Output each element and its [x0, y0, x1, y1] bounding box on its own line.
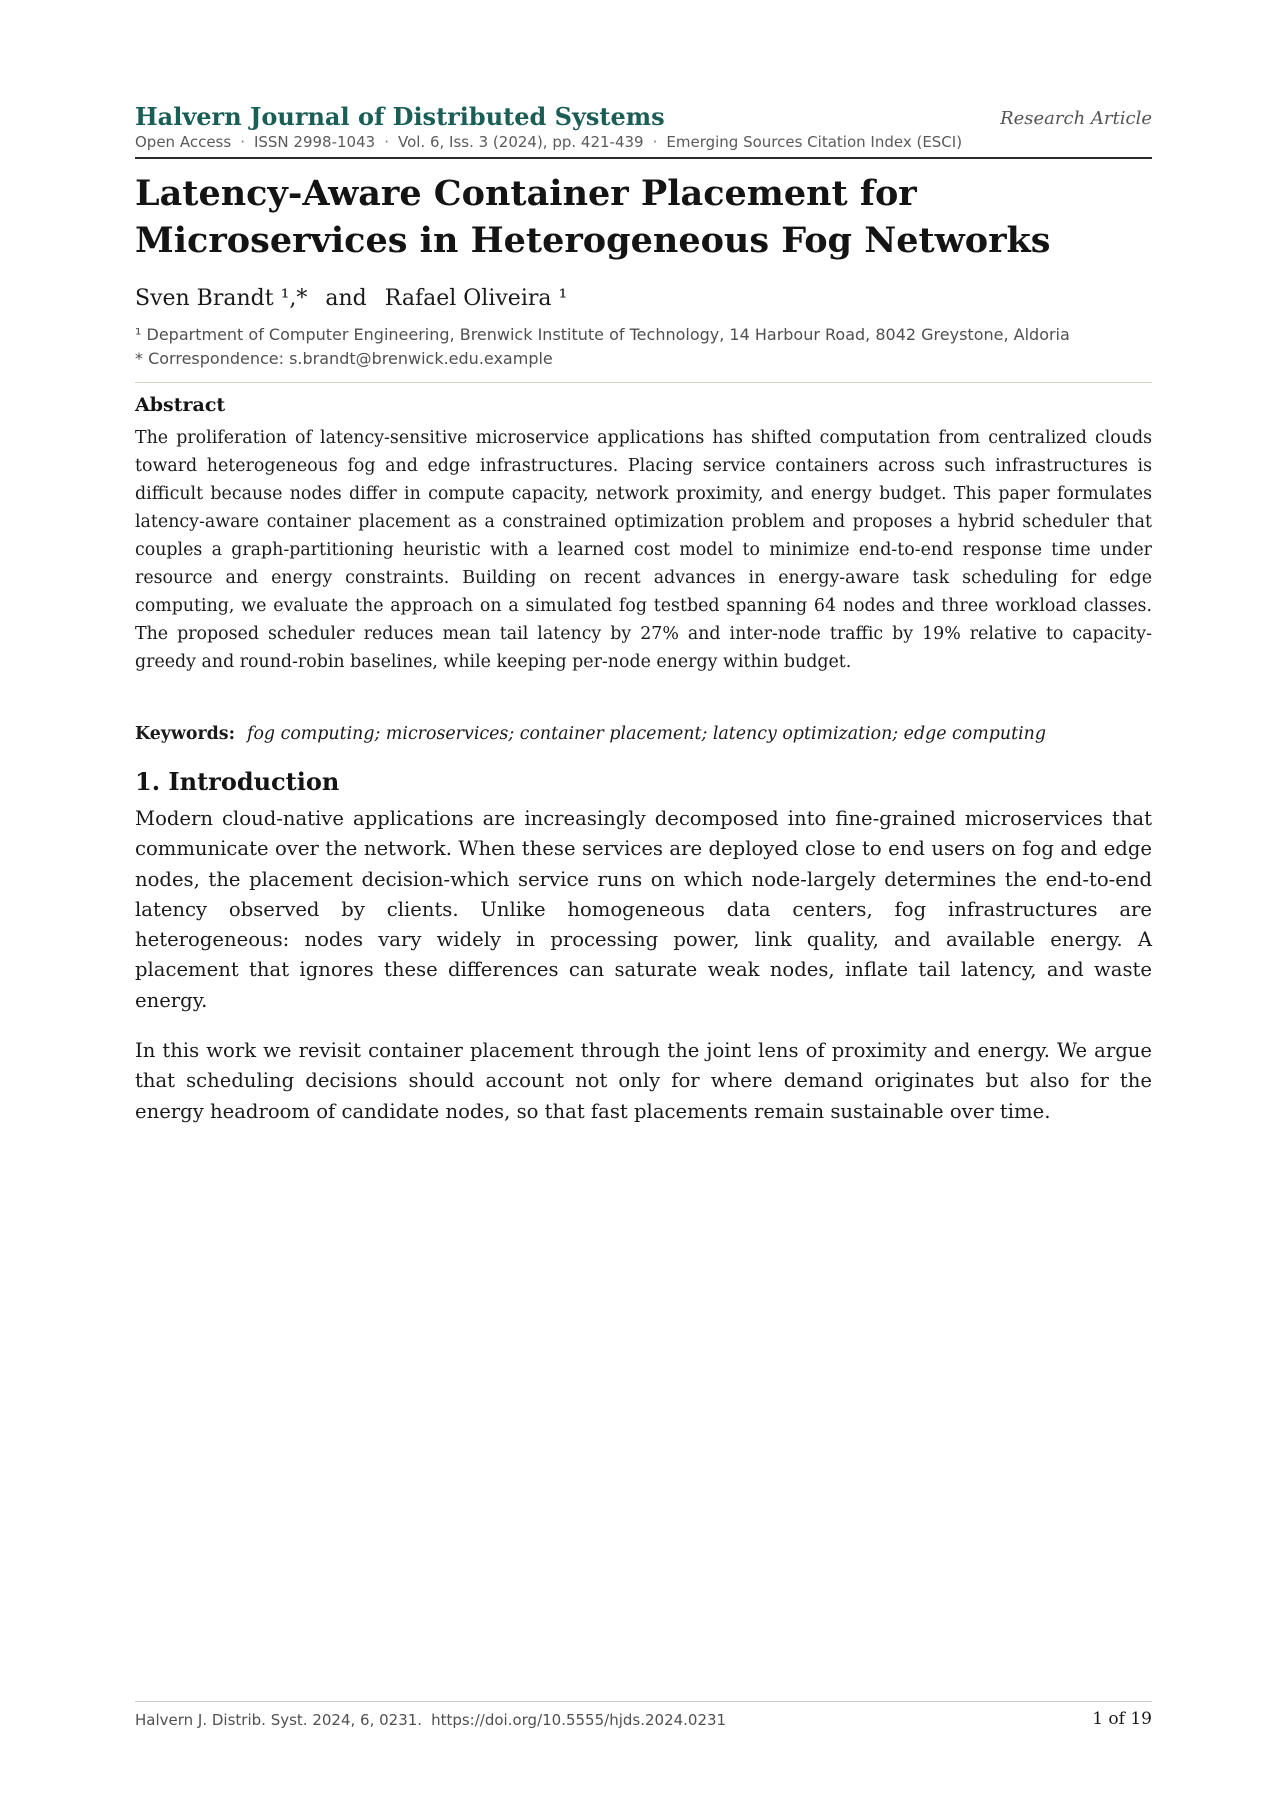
- author-list: [135, 286, 567, 311]
- affiliation: ¹ Department of Computer Engineering, Brenwick Institute of Technology, 14 Harbour Road, 8042 Greystone, Aldoria: [135, 325, 1070, 344]
- article-page: [135, 0, 1152, 1810]
- article-title: Latency-Aware Container Placement for Microservices in Heterogeneous Fog Networks: [135, 173, 1051, 261]
- index-label: Emerging Sources Citation Index (ESCI): [666, 133, 963, 151]
- issn-label: ISSN 2998-1043: [253, 133, 376, 151]
- abstract-heading: Abstract: [135, 394, 226, 416]
- publication-meta: [135, 133, 1152, 151]
- author-name[interactable]: Sven Brandt ¹,*: [135, 286, 308, 311]
- meta-separator: ·: [652, 133, 658, 151]
- keywords-list: fog computing; microservices; container placement; latency optimization; edge computing: [247, 724, 1046, 744]
- meta-separator: ·: [240, 133, 245, 151]
- journal-header: [135, 102, 1152, 132]
- section-heading-introduction: 1. Introduction: [135, 767, 340, 796]
- abstract-divider: [135, 382, 1152, 383]
- body-paragraph: In this work we revisit container placement through the joint lens of proximity and energy. We argue that scheduling decisions should account not only for where demand originates but also for the energy headroom of candidate nodes, so that fast placements remain sustainable over time.: [135, 1039, 1152, 1123]
- footer-citation: [135, 1711, 726, 1729]
- body-paragraph: Modern cloud-native applications are increasingly decomposed into fine-grained microservices that communicate over the network. When these services are deployed close to end users on fog and edge nodes, the placement decision-which service runs on which node-largely determines the end-to-end latency observed by clients. Unlike homogeneous data centers, fog infrastructures are heterogeneous: nodes vary widely in processing power, link quality, and available energy. A placement that ignores these differences can saturate weak nodes, inflate tail latency, and waste energy.: [135, 807, 1152, 1012]
- footer-divider: [135, 1701, 1152, 1702]
- article-type-label: Research Article: [1000, 108, 1152, 129]
- doi-link[interactable]: https://doi.org/10.5555/hjds.2024.0231: [431, 1711, 727, 1729]
- page-number: 1 of 19: [1092, 1709, 1152, 1729]
- citation-text: Halvern J. Distrib. Syst. 2024, 6, 0231.: [135, 1711, 423, 1729]
- header-divider: [135, 157, 1152, 159]
- keywords: [135, 724, 1175, 744]
- author-conjunction: and: [325, 286, 367, 311]
- volume-label: Vol. 6, Iss. 3 (2024), pp. 421-439: [397, 133, 644, 151]
- abstract-text: The proliferation of latency-sensitive microservice applications has shifted computation from centralized clouds toward heterogeneous fog and edge infrastructures. Placing service containers across such infrastructures is difficult because nodes differ in compute capacity, network proximity, and energy budget. This paper formulates latency-aware container placement as a constrained optimization problem and proposes a hybrid scheduler that couples a graph-partitioning heuristic with a learned cost model to minimize end-to-end response time under resource and energy constraints. Building on recent advances in energy-aware task scheduling for edge computing, we evaluate the approach on a simulated fog testbed spanning 64 nodes and three workload classes. The proposed scheduler reduces mean tail latency by 27% and inter-node traffic by 19% relative to capacity-greedy and round-robin baselines, while keeping per-node energy within budget.: [135, 428, 1152, 672]
- open-access-label: Open Access: [135, 133, 232, 151]
- meta-separator: ·: [384, 133, 389, 151]
- journal-name[interactable]: Halvern Journal of Distributed Systems: [135, 102, 665, 131]
- author-name[interactable]: Rafael Oliveira ¹: [384, 286, 568, 311]
- correspondence[interactable]: * Correspondence: s.brandt@brenwick.edu.example: [135, 349, 553, 368]
- keywords-label: Keywords:: [135, 724, 236, 744]
